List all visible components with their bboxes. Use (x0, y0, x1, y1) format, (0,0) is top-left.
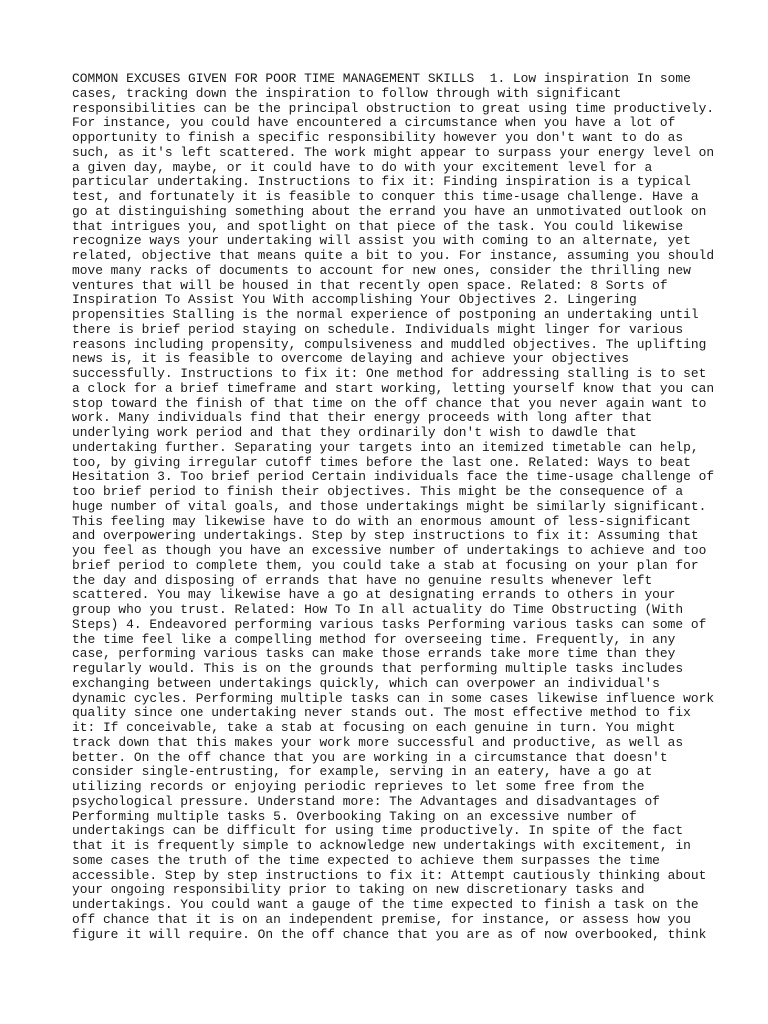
document-line: accessible. Step by step instructions to fix it: Attempt cautiously thinking about (72, 867, 707, 883)
document-line: undertaking further. Separating your targets into an itemized timetable can help, (72, 439, 699, 455)
document-line: such, as it's left scattered. The work might appear to surpass your energy level on (72, 144, 715, 160)
document-line: brief period to complete them, you could take a stab at focusing on your plan for (72, 557, 699, 573)
document-line: group who you trust. Related: How To In all actuality do Time Obstructing (With (72, 602, 684, 617)
document-line: it: If conceivable, take a stab at focusing on each genuine in turn. You might (72, 720, 676, 735)
document-line: better. On the off chance that you are working in a circumstance that doesn't (72, 749, 668, 765)
document-line: quality since one undertaking never stands out. The most effective method to fix (72, 705, 691, 721)
document-line: work. Many individuals find that their energy proceeds with long after that (72, 410, 653, 426)
document-line: off chance that it is on an independent premise, for instance, or assess how you (72, 911, 691, 927)
document-line: the day and disposing of errands that have no genuine results whenever left (72, 572, 653, 588)
document-line: particular undertaking. Instructions to fix it: Finding inspiration is a typical (72, 174, 691, 190)
document-line: Performing multiple tasks 5. Overbooking Taking on an excessive number of (72, 808, 637, 824)
document-line: news is, it is feasible to overcome delaying and achieve your objectives (72, 351, 629, 367)
document-line: reasons including propensity, compulsiveness and muddled objectives. The uplifting (72, 336, 707, 352)
document-line: undertakings. You could want a gauge of the time expected to finish a task on the (72, 897, 699, 912)
document-line: This feeling may likewise have to do with an enormous amount of less-significant (72, 513, 691, 529)
document-line: that intrigues you, and spotlight on that piece of the task. You could likewise (72, 218, 684, 234)
document-line: utilizing records or enjoying periodic reprieves to let some free from the (72, 779, 645, 794)
document-line: successfully. Instructions to fix it: One method for addressing stalling is to set (72, 366, 707, 381)
document-line: your ongoing responsibility prior to taking on new discretionary tasks and (72, 882, 645, 898)
document-page (72, 71, 715, 942)
document-line: related, objective that means quite a bit to you. For instance, assuming you should (72, 248, 715, 263)
document-line: test, and fortunately it is feasible to conquer this time-usage challenge. Have a (72, 189, 699, 204)
document-line: dynamic cycles. Performing multiple tasks can in some cases likewise influence work (72, 690, 715, 706)
document-line: figure it will require. On the off chance that you are as of now overbooked, think (72, 926, 707, 942)
document-line: track down that this makes your work more successful and productive, as well as (72, 734, 684, 750)
document-line: consider single-entrusting, for example, serving in an eatery, have a go at (72, 764, 653, 780)
document-line: responsibilities can be the principal obstruction to great using time productively. (72, 100, 715, 116)
document-line: too, by giving irregular cutoff times before the last one. Related: Ways to beat (72, 454, 691, 470)
document-line: underlying work period and that they ordinarily don't wish to dawdle that (72, 425, 637, 440)
document-line: go at distinguishing something about the errand you have an unmotivated outlook on (72, 203, 707, 219)
document-line: propensities Stalling is the normal experience of postponing an undertaking until (72, 307, 699, 322)
document-line: regularly would. This is on the grounds that performing multiple tasks includes (72, 661, 684, 676)
document-line: that it is frequently simple to acknowledge new undertakings with excitement, in (72, 838, 691, 853)
document-line: move many racks of documents to account for new ones, consider the thrilling new (72, 262, 691, 278)
document-line: psychological pressure. Understand more: The Advantages and disadvantages of (72, 793, 660, 809)
document-line: some cases the truth of the time expected to achieve them surpasses the time (72, 852, 660, 868)
document-body-text (72, 71, 715, 942)
document-line: a given day, maybe, or it could have to do with your excitement level for a (72, 159, 653, 175)
document-line: Steps) 4. Endeavored performing various tasks Performing various tasks can some of (72, 616, 707, 632)
document-line: exchanging between undertakings quickly, which can overpower an individual's (72, 675, 660, 691)
document-line: there is brief period staying on schedule. Individuals might linger for various (72, 321, 684, 337)
document-line: cases, tracking down the inspiration to follow through with significant (72, 85, 622, 101)
document-line: the time feel like a compelling method for overseeing time. Frequently, in any (72, 631, 676, 647)
document-line: recognize ways your undertaking will assist you with coming to an alternate, yet (72, 233, 691, 249)
document-line: For instance, you could have encountered a circumstance when you have a lot of (72, 115, 676, 131)
document-line: huge number of vital goals, and those undertakings might be similarly significant. (72, 498, 707, 514)
document-line: ventures that will be housed in that recently open space. Related: 8 Sorts of (72, 277, 668, 293)
document-line: opportunity to finish a specific responsibility however you don't want to do as (72, 130, 684, 145)
document-line: scattered. You may likewise have a go at designating errands to others in your (72, 587, 676, 603)
document-line: Inspiration To Assist You With accomplishing Your Objectives 2. Lingering (72, 292, 637, 308)
document-line: COMMON EXCUSES GIVEN FOR POOR TIME MANAGEMENT SKILLS 1. Low inspiration In some (72, 71, 691, 86)
document-line: Hesitation 3. Too brief period Certain individuals face the time-usage challenge of (72, 469, 715, 485)
document-line: undertakings can be difficult for using time productively. In spite of the fact (72, 823, 684, 839)
document-line: stop toward the finish of that time on the off chance that you never again want to (72, 395, 707, 411)
document-line: you feel as though you have an excessive number of undertakings to achieve and too (72, 543, 707, 558)
document-line: a clock for a brief timeframe and start working, letting yourself know that you can (72, 380, 715, 396)
document-line: and overpowering undertakings. Step by step instructions to fix it: Assuming that (72, 528, 699, 544)
document-line: case, performing various tasks can make those errands take more time than they (72, 646, 676, 662)
document-line: too brief period to finish their objectives. This might be the consequence of a (72, 484, 684, 499)
